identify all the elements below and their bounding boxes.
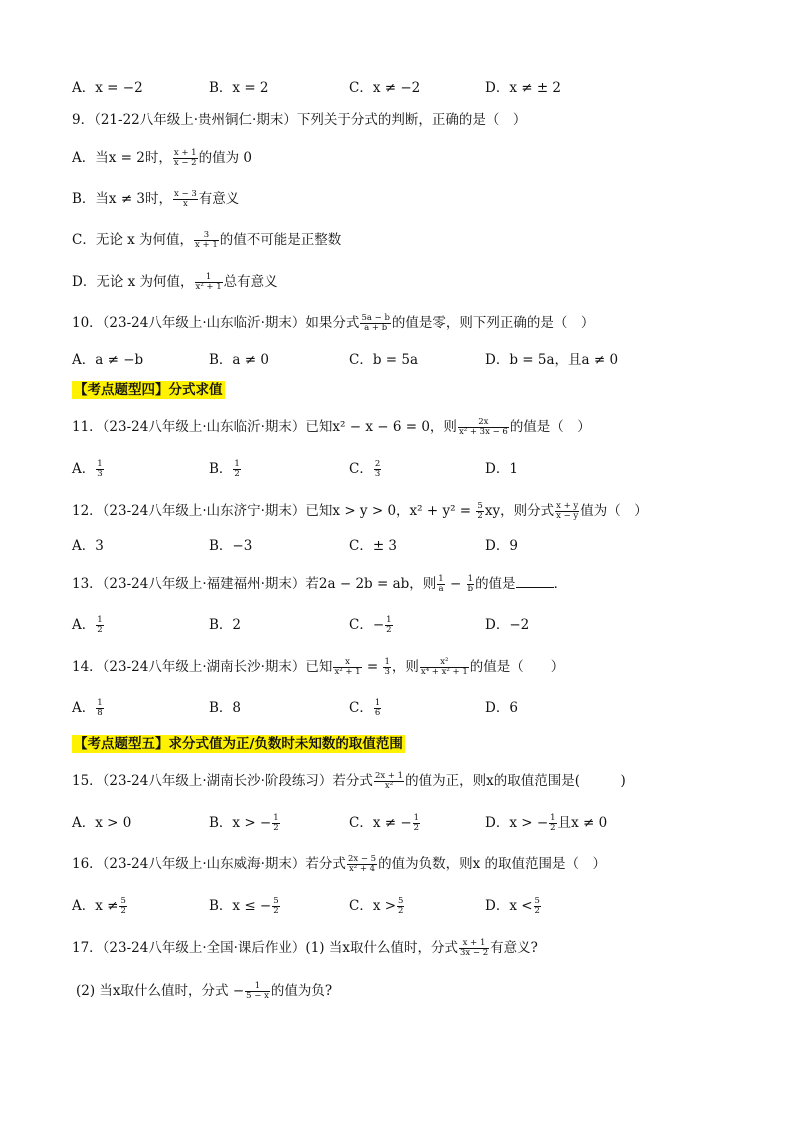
- q16-option-d: D．x < $\frac{5}{2}$: [485, 896, 540, 916]
- fraction: $\frac{1}{5 - x}$: [246, 981, 269, 1001]
- q13-option-a: A． $\frac{1}{2}$: [72, 615, 103, 635]
- fraction: $\frac{x + y}{x - y}$: [556, 501, 579, 521]
- section-heading-5: 【考点题型五】求分式值为正/负数时未知数的取值范围: [74, 736, 403, 752]
- q10-option-d: D．b = 5a，且a ≠ 0: [485, 352, 619, 368]
- q11-stem: 11．（23-24八年级上·山东临沂·期末）已知x² − x − 6 = 0，则 $\frac{2x}{\text{x² + 3x − 6}}$ 的值是（ ）: [72, 417, 591, 437]
- fraction: $\frac{x + 1}{x - 2}$: [173, 148, 197, 168]
- q10-option-a: A．a ≠ −b: [72, 352, 144, 368]
- fraction: $\frac{1}{\text{x² + 1}}$: [195, 272, 222, 292]
- q13-stem: 13．（23-24八年级上·福建福州·期末）若2a − 2b = ab，则 $\frac{1}{a}$ − $\frac{1}{b}$ 的值是 ．: [72, 574, 568, 594]
- q8-option-b: B．x = 2: [209, 80, 269, 96]
- fraction: $\frac{x - 3}{x}$: [174, 189, 197, 209]
- q12-option-b: B．−3: [209, 538, 253, 554]
- fraction: $\frac{1}{a}$: [438, 574, 444, 594]
- q17-stem: 17．（23-24八年级上·全国·课后作业）(1) 当x取什么值时，分式 $\frac{x + 1}{3x - 2}$ 有意义?: [72, 938, 538, 958]
- q14-option-d: D．6: [485, 700, 518, 716]
- fraction: $\frac{3}{x + 1}$: [195, 230, 218, 250]
- q10-stem: 10．（23-24八年级上·山东临沂·期末）如果分式 $\frac{5a - b}{a + b}$ 的值是零，则下列正确的是（ ）: [72, 313, 595, 333]
- fraction: $\frac{x}{\text{x² + 1}}$: [334, 657, 361, 677]
- q11-option-c: C． $\frac{2}{3}$: [349, 459, 381, 479]
- q16-option-c: C．x > $\frac{5}{2}$: [349, 896, 404, 916]
- fraction: $\frac{x + 1}{3x - 2}$: [459, 938, 489, 958]
- q16-option-b: B．x ≤ − $\frac{5}{2}$: [209, 896, 279, 916]
- fraction: $\frac{2x + 1}{\text{x²}}$: [374, 771, 404, 791]
- q15-stem: 15．（23-24八年级上·湖南长沙·阶段练习）若分式 $\frac{2x + 1}{\text{x²}}$ 的值为正，则x的取值范围是( ): [72, 771, 626, 791]
- q13-option-c: C．− $\frac{1}{2}$: [349, 615, 392, 635]
- q17-part2: (2) 当x取什么值时，分式 − $\frac{1}{5 - x}$ 的值为负?: [76, 981, 333, 1001]
- fraction: $\frac{5a - b}{a + b}$: [361, 313, 390, 333]
- q15-option-b: B．x > − $\frac{1}{2}$: [209, 813, 279, 833]
- q13-option-d: D．−2: [485, 617, 530, 633]
- q9-option-b: B．当x ≠ 3时， $\frac{x - 3}{x}$ 有意义: [72, 189, 240, 209]
- q8-option-a: A．x = −2: [72, 80, 143, 96]
- q14-stem: 14．（23-24八年级上·湖南长沙·期末）已知 $\frac{x}{\text{x² + 1}}$ = $\frac{1}{3}$ ，则 $\frac{\text{x²}}{\text{x⁴ + x² + 1}}$ 的值是（ ）: [72, 657, 565, 677]
- q9-stem: 9．（21-22八年级上·贵州铜仁·期末）下列关于分式的判断，正确的是（ ）: [72, 112, 527, 128]
- q12-option-a: A．3: [72, 538, 104, 554]
- q12-stem: 12．（23-24八年级上·山东济宁·期末）已知x > y > 0，x² + y² = $\frac{5}{2}$ xy，则分式 $\frac{x + y}{x - y}$ 值为（ ）: [72, 501, 648, 521]
- q10-option-b: B．a ≠ 0: [209, 352, 269, 368]
- q9-option-c: C．无论 x 为何值， $\frac{3}{x + 1}$ 的值不可能是正整数: [72, 230, 342, 250]
- fraction: $\frac{1}{b}$: [467, 574, 474, 594]
- q11-option-d: D．1: [485, 461, 518, 477]
- q8-option-c: C．x ≠ −2: [349, 80, 421, 96]
- section-heading-4: 【考点题型四】分式求值: [74, 382, 223, 398]
- fraction: $\frac{2x}{\text{x² + 3x − 6}}$: [458, 417, 508, 437]
- q15-option-d: D．x > − $\frac{1}{2}$ 且x ≠ 0: [485, 813, 608, 833]
- q16-option-a: A．x ≠ $\frac{5}{2}$: [72, 896, 126, 916]
- q10-option-c: C．b = 5a: [349, 352, 419, 368]
- q12-option-d: D．9: [485, 538, 518, 554]
- fraction: $\frac{1}{3}$: [384, 657, 390, 677]
- fraction: $\frac{\text{x²}}{\text{x⁴ + x² + 1}}$: [420, 657, 468, 677]
- q9-option-d: D．无论 x 为何值， $\frac{1}{\text{x² + 1}}$ 总有意义: [72, 272, 278, 292]
- q13-option-b: B．2: [209, 617, 242, 633]
- q14-option-a: A． $\frac{1}{8}$: [72, 698, 103, 718]
- fraction: $\frac{2x - 5}{\text{x² + 4}}$: [347, 854, 377, 874]
- q15-option-a: A．x > 0: [72, 815, 132, 831]
- q15-option-c: C．x ≠ − $\frac{1}{2}$: [349, 813, 420, 833]
- q8-option-d: D．x ≠ ± 2: [485, 80, 562, 96]
- q9-option-a: A．当x = 2时， $\frac{x + 1}{x - 2}$ 的值为 0: [72, 148, 252, 168]
- q16-stem: 16．（23-24八年级上·山东威海·期末）若分式 $\frac{2x - 5}{\text{x² + 4}}$ 的值为负数，则x 的取值范围是（ ）: [72, 854, 606, 874]
- q14-option-b: B．8: [209, 700, 242, 716]
- answer-blank: [516, 575, 554, 588]
- q12-option-c: C．± 3: [349, 538, 398, 554]
- fraction: $\frac{5}{2}$: [477, 501, 483, 521]
- q11-option-b: B． $\frac{1}{2}$: [209, 459, 240, 479]
- q14-option-c: C． $\frac{1}{6}$: [349, 698, 381, 718]
- q11-option-a: A． $\frac{1}{3}$: [72, 459, 103, 479]
